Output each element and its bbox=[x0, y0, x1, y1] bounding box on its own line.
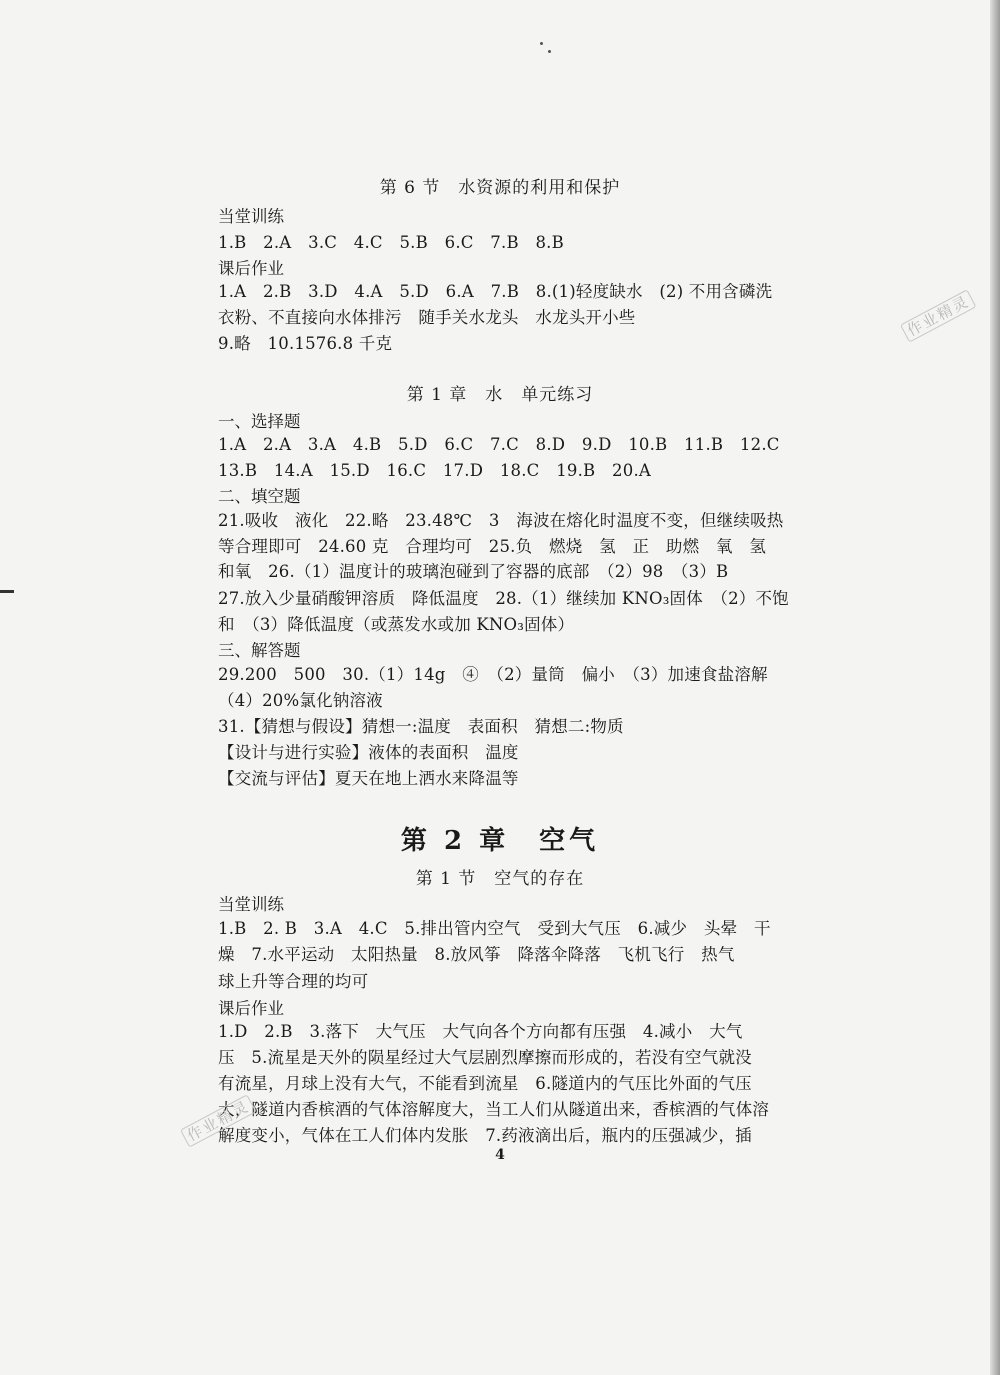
binding-mark bbox=[0, 590, 14, 593]
label-choice-questions: 一、选择题 bbox=[218, 412, 301, 431]
answer-line: 1.D 2.B 3.落下 大气压 大气向各个方向都有压强 4.减小 大气 bbox=[218, 1022, 743, 1041]
answer-line: 大，隧道内香槟酒的气体溶解度大，当工人们从隧道出来，香槟酒的气体溶 bbox=[218, 1100, 770, 1119]
watermark-stamp: 作业精灵 bbox=[180, 1093, 257, 1147]
answer-line: 13.B 14.A 15.D 16.C 17.D 18.C 19.B 20.A bbox=[218, 461, 652, 480]
section-title-unit-practice: 第 1 章 水 单元练习 bbox=[406, 385, 594, 405]
label-class-practice: 当堂训练 bbox=[218, 207, 284, 226]
answer-line: 1.A 2.A 3.A 4.B 5.D 6.C 7.C 8.D 9.D 10.B 11.B 12.C bbox=[218, 435, 780, 454]
answer-line: 【交流与评估】夏天在地上洒水来降温等 bbox=[218, 769, 519, 788]
answer-line: 和 （3）降低温度（或蒸发水或加 KNO₃固体） bbox=[218, 615, 575, 634]
answer-line: 1.A 2.B 3.D 4.A 5.D 6.A 7.B 8.(1)轻度缺水 (2) 不用含磷洗 bbox=[218, 282, 773, 301]
scan-speck bbox=[540, 42, 543, 45]
chapter-title-air: 第 2 章 空气 bbox=[400, 826, 600, 856]
answer-line: 衣粉、不直接向水体排污 随手关水龙头 水龙头开小些 bbox=[218, 308, 636, 327]
section-title-air-exists: 第 1 节 空气的存在 bbox=[415, 869, 585, 889]
answer-line: 【设计与进行实验】液体的表面积 温度 bbox=[218, 743, 519, 762]
answer-line: 31.【猜想与假设】猜想一:温度 表面积 猜想二:物质 bbox=[218, 717, 624, 736]
page-edge-shadow bbox=[990, 0, 1000, 1375]
answer-line: 21.吸收 液化 22.略 23.48℃ 3 海波在熔化时温度不变，但继续吸热 bbox=[218, 511, 784, 530]
answer-line: 9.略 10.1576.8 千克 bbox=[218, 334, 393, 353]
answer-line: 解度变小，气体在工人们体内发胀 7.药液滴出后，瓶内的压强减少，插 bbox=[218, 1126, 752, 1145]
answer-line: 29.200 500 30.（1）14g ④ （2）量筒 偏小 （3）加速食盐溶解 bbox=[218, 665, 768, 684]
answer-line: 有流星，月球上没有大气，不能看到流星 6.隧道内的气压比外面的气压 bbox=[218, 1074, 752, 1093]
label-fill-blanks: 二、填空题 bbox=[218, 487, 301, 506]
scan-speck bbox=[548, 50, 551, 53]
answer-line: 和氧 26.（1）温度计的玻璃泡碰到了容器的底部 （2）98 （3）B bbox=[218, 562, 729, 581]
label-problems: 三、解答题 bbox=[218, 641, 301, 660]
label-homework: 课后作业 bbox=[218, 999, 284, 1018]
answer-line: 1.B 2. B 3.A 4.C 5.排出管内空气 受到大气压 6.减少 头晕 干 bbox=[218, 919, 771, 938]
answer-line: 27.放入少量硝酸钾溶质 降低温度 28.（1）继续加 KNO₃固体 （2）不饱 bbox=[218, 589, 789, 608]
answer-line: （4）20%氯化钠溶液 bbox=[218, 691, 383, 710]
label-homework: 课后作业 bbox=[218, 259, 284, 278]
watermark-stamp: 作业精灵 bbox=[900, 288, 977, 342]
answer-line: 球上升等合理的均可 bbox=[218, 972, 369, 991]
answer-line: 压 5.流星是天外的陨星经过大气层剧烈摩擦而形成的，若没有空气就没 bbox=[218, 1048, 752, 1067]
label-class-practice: 当堂训练 bbox=[218, 895, 284, 914]
section-title-water-resources: 第 6 节 水资源的利用和保护 bbox=[379, 178, 621, 198]
answer-line: 燥 7.水平运动 太阳热量 8.放风筝 降落伞降落 飞机飞行 热气 bbox=[218, 945, 735, 964]
answer-line: 等合理即可 24.60 克 合理均可 25.负 燃烧 氢 正 助燃 氧 氢 bbox=[218, 537, 767, 556]
page-number: 4 bbox=[495, 1147, 505, 1163]
answer-line: 1.B 2.A 3.C 4.C 5.B 6.C 7.B 8.B bbox=[218, 233, 564, 252]
